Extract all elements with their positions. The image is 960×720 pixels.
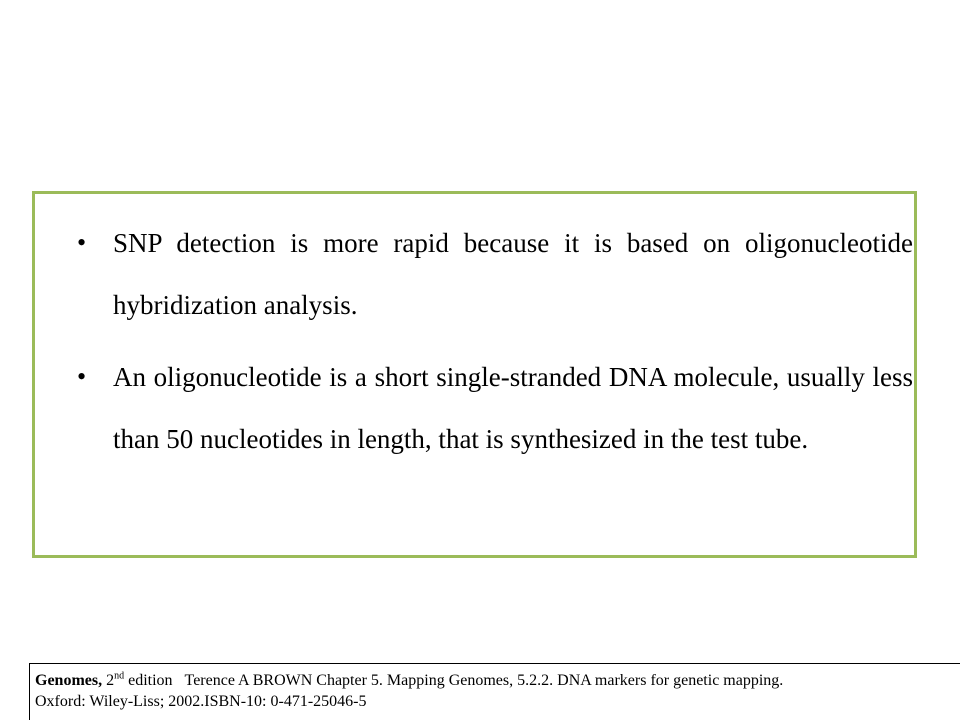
citation-source: Terence A BROWN Chapter 5. Mapping Genomes, 5.2.2. DNA markers for genetic mapping. — [184, 672, 784, 689]
bullet-dot-icon: • — [77, 228, 87, 257]
citation-line-2: Oxford: Wiley-Liss; 2002.ISBN-10: 0-471-25046-5 — [35, 693, 367, 710]
bullet-item — [77, 346, 913, 470]
bullet-dot-icon: • — [77, 362, 87, 391]
citation-line-1 — [35, 670, 954, 691]
citation-edition-label: edition — [124, 672, 173, 689]
citation-edition-number: 2 — [102, 672, 115, 689]
citation-edition-suffix: nd — [114, 670, 125, 682]
bullet-text: An oligonucleotide is a short single-stranded DNA molecule, usually less than 50 nucleotides in length, that is synthesized in the test tube. — [113, 362, 913, 454]
citation-book-title: Genomes, — [35, 672, 103, 689]
citation-box — [29, 663, 960, 720]
content-box — [32, 191, 917, 558]
bullet-text: SNP detection is more rapid because it is based on oligonucleotide hybridization analysis. — [113, 228, 913, 320]
bullet-list — [77, 212, 913, 480]
bullet-item — [77, 212, 913, 336]
